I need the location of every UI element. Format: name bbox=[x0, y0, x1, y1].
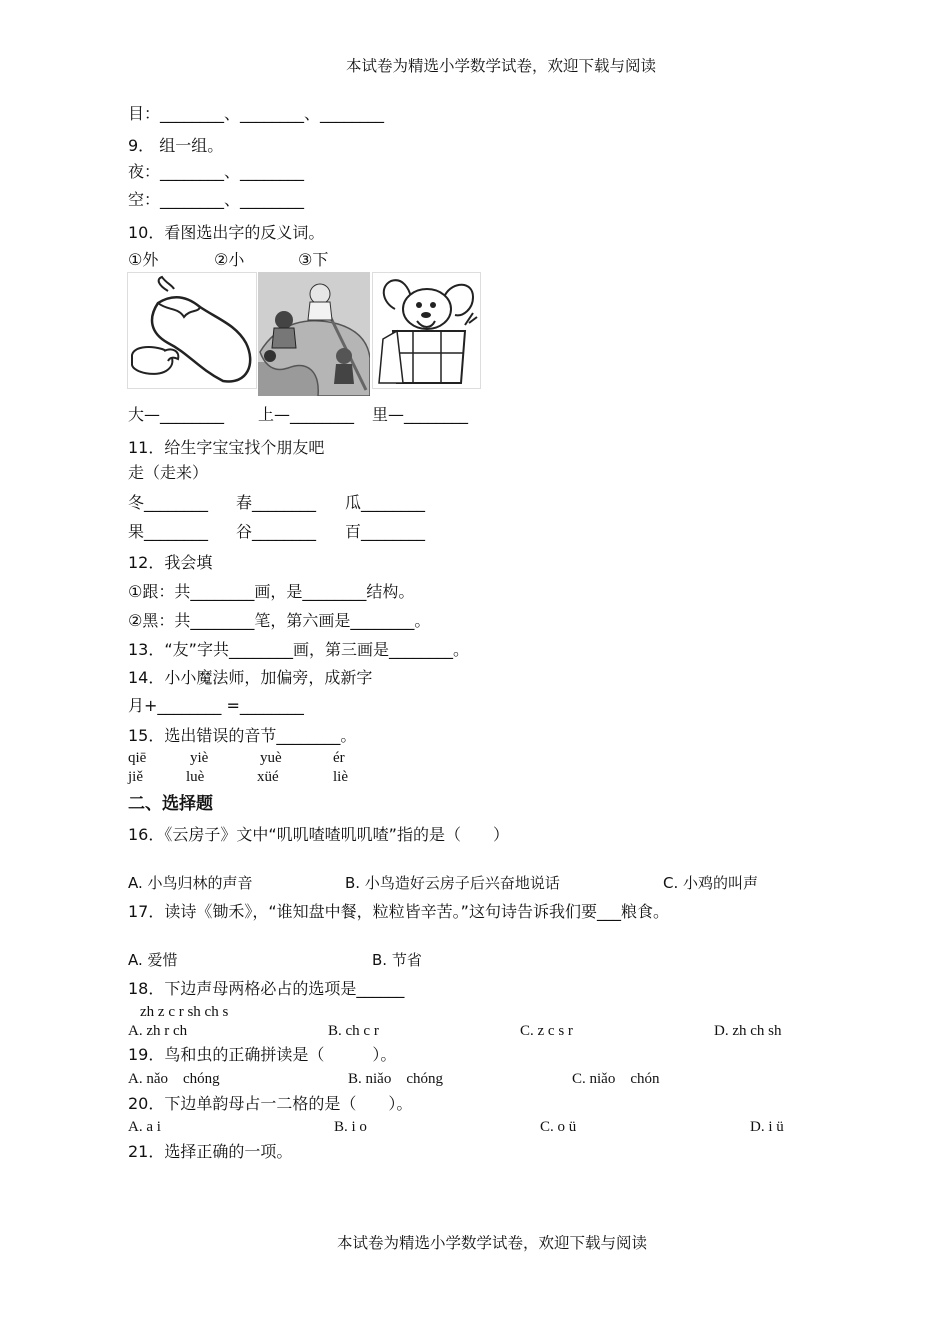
q16-option-b: B. 小鸟造好云房子后兴奋地说话 bbox=[345, 874, 560, 892]
q8-line: 目：________、________、________ bbox=[128, 104, 385, 123]
q17-title: 17．读诗《锄禾》，“谁知盘中餐，粒粒皆辛苦。”这句诗告诉我们要___粮食。 bbox=[128, 902, 669, 921]
q19-option-b: B. niǎo chóng bbox=[348, 1071, 443, 1087]
q17-option-a: A. 爱惜 bbox=[128, 951, 178, 969]
q17-option-b: B. 节省 bbox=[372, 951, 422, 969]
q10-option-3: ③下 bbox=[298, 250, 329, 269]
q15-syllable: xüé bbox=[257, 769, 279, 785]
q11-row1-item: 冬________ bbox=[128, 493, 209, 512]
q9-line-2: 空：________、________ bbox=[128, 190, 305, 209]
q15-syllable: luè bbox=[186, 769, 205, 785]
q13-line: 13．“友”字共________画，第三画是________。 bbox=[128, 640, 469, 659]
q11-title: 11．给生字宝宝找个朋友吧 bbox=[128, 438, 325, 457]
q20-option-c: C. o ü bbox=[540, 1119, 577, 1135]
q19-title: 19．鸟和虫的正确拼读是（ ）。 bbox=[128, 1045, 397, 1064]
q10-answer-3: 里—________ bbox=[372, 405, 469, 424]
q10-option-2: ②小 bbox=[214, 250, 245, 269]
q10-answer-2: 上—________ bbox=[258, 405, 355, 424]
q12-title: 12．我会填 bbox=[128, 553, 213, 572]
q10-answer-1: 大—________ bbox=[128, 405, 225, 424]
q11-row2-item: 百________ bbox=[345, 522, 426, 541]
q18-option-c: C. z c s r bbox=[520, 1023, 573, 1039]
q15-syllable: yiè bbox=[190, 750, 209, 766]
q15-title: 15．选出错误的音节________。 bbox=[128, 726, 357, 745]
q18-title: 18．下边声母两格必占的选项是______ bbox=[128, 979, 405, 998]
q16-title: 16．《云房子》文中“叽叽喳喳叽叽喳”指的是（ ） bbox=[128, 825, 509, 844]
q11-row1-item: 春________ bbox=[236, 493, 317, 512]
q20-option-a: A. a i bbox=[128, 1119, 161, 1135]
q12-line-2: ②黑：共________笔，第六画是________。 bbox=[128, 611, 431, 630]
slide-picture bbox=[258, 272, 370, 396]
q16-option-a: A. 小鸟归林的声音 bbox=[128, 874, 253, 892]
q10-title: 10．看图选出字的反义词。 bbox=[128, 223, 325, 242]
q18-option-b: B. ch c r bbox=[328, 1023, 379, 1039]
q19-option-c: C. niǎo chón bbox=[572, 1071, 660, 1087]
section-heading: 二、选择题 bbox=[128, 794, 213, 814]
q15-syllable: qiē bbox=[128, 750, 147, 766]
q9-line-1: 夜：________、________ bbox=[128, 162, 305, 181]
q11-row2-item: 谷________ bbox=[236, 522, 317, 541]
q20-option-d: D. i ü bbox=[750, 1119, 784, 1135]
q15-syllable: yuè bbox=[260, 750, 282, 766]
q15-syllable: ér bbox=[333, 750, 345, 766]
dog-in-box-picture bbox=[372, 272, 481, 389]
q9-title: 9． 组一组。 bbox=[128, 136, 224, 155]
q18-option-a: A. zh r ch bbox=[128, 1023, 188, 1039]
q18-option-d: D. zh ch sh bbox=[714, 1023, 782, 1039]
q10-option-1: ①外 bbox=[128, 250, 159, 269]
q19-option-a: A. nǎo chóng bbox=[128, 1071, 220, 1087]
q20-option-b: B. i o bbox=[334, 1119, 367, 1135]
q18-initials: zh z c r sh ch s bbox=[140, 1004, 229, 1020]
eggplant-picture bbox=[127, 272, 257, 389]
q15-syllable: liè bbox=[333, 769, 348, 785]
page-footer: 本试卷为精选小学数学试卷，欢迎下载与阅读 bbox=[337, 1234, 648, 1252]
q21-title: 21．选择正确的一项。 bbox=[128, 1142, 293, 1161]
q16-option-c: C. 小鸡的叫声 bbox=[663, 874, 759, 892]
page-header: 本试卷为精选小学数学试卷，欢迎下载与阅读 bbox=[346, 57, 657, 75]
q20-title: 20．下边单韵母占一二格的是（ ）。 bbox=[128, 1094, 413, 1113]
q14-title: 14．小小魔法师，加偏旁，成新字 bbox=[128, 668, 373, 687]
q11-row2-item: 果________ bbox=[128, 522, 209, 541]
q12-line-1: ①跟：共________画，是________结构。 bbox=[128, 582, 415, 601]
q14-line: 月+________ =________ bbox=[128, 696, 304, 715]
q15-syllable: jiě bbox=[128, 769, 143, 785]
q11-row1-item: 瓜________ bbox=[345, 493, 426, 512]
q11-example: 走（走来） bbox=[128, 463, 209, 482]
